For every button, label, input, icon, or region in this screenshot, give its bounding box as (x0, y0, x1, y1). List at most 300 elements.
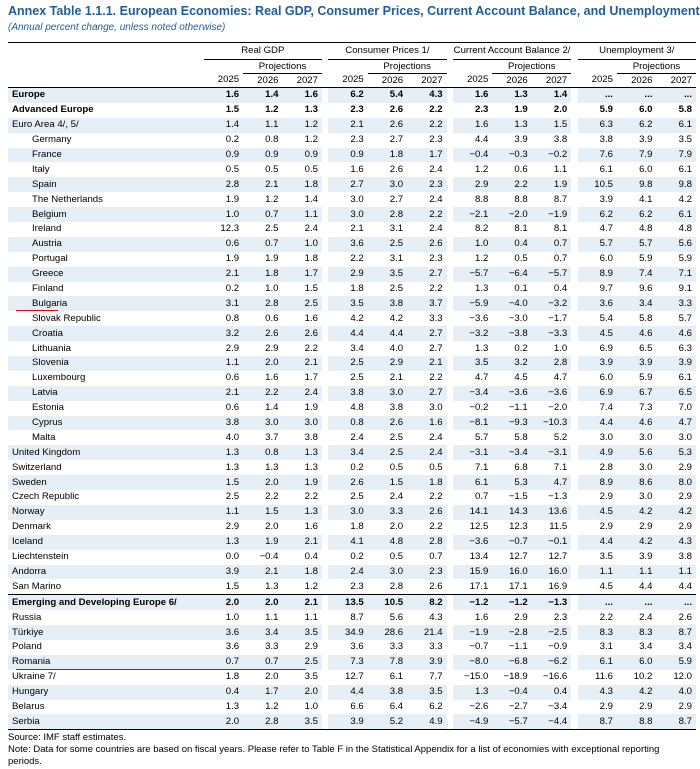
cell-value: −1.9 (532, 207, 571, 222)
cell-value: 12.7 (509, 551, 528, 563)
cell-value: −4.9 (453, 714, 492, 729)
row-label: Europe (8, 88, 204, 103)
cell-value: 2.2 (599, 611, 613, 623)
cell-value: 3.6 (225, 641, 240, 653)
cell-value: 0.6 (225, 402, 240, 414)
cell-value: 0.9 (204, 148, 243, 163)
cell-value: 3.4 (639, 641, 653, 653)
cell-value: 2.7 (407, 386, 446, 401)
cell-value: 2.4 (389, 491, 404, 503)
header-years (8, 74, 696, 88)
cell-value: 2.9 (225, 342, 240, 354)
row-label: Emerging and Developing Europe 6/ (8, 595, 204, 610)
cell-value: 3.8 (553, 134, 568, 146)
cell-value: 2.1 (389, 372, 404, 384)
cell-value: 0.2 (225, 134, 240, 146)
cell-value: 2.3 (553, 611, 568, 623)
cell-value: 1.3 (225, 461, 240, 473)
cell-value: −8.1 (453, 416, 492, 431)
table-row (8, 371, 696, 386)
cell-value: 1.8 (225, 671, 240, 683)
cell-value: 1.3 (492, 88, 531, 103)
cell-value: −6.4 (492, 267, 531, 282)
cell-value: −15.0 (464, 671, 489, 683)
cell-value: 2.0 (204, 595, 243, 610)
cell-value: 6.2 (617, 118, 656, 133)
cell-value: 12.3 (220, 223, 240, 235)
cell-value: 6.4 (389, 700, 404, 712)
table-row (8, 445, 696, 460)
cell-value: 6.2 (617, 207, 656, 222)
cell-value: 1.5 (204, 475, 243, 490)
table-row (8, 550, 696, 565)
cell-value: 2.9 (225, 521, 240, 533)
cell-value: 3.7 (265, 431, 279, 443)
cell-value: 1.9 (514, 104, 528, 116)
cell-value: 2.0 (553, 104, 568, 116)
cell-value: 3.6 (328, 237, 367, 252)
projections-label: Projections (243, 60, 322, 74)
cell-value: 5.8 (639, 312, 653, 324)
cell-value: 28.6 (368, 625, 407, 640)
table-row (8, 520, 696, 535)
cell-value: 1.1 (617, 565, 656, 580)
cell-value: 1.3 (474, 283, 489, 295)
cell-value: 4.8 (678, 223, 692, 235)
cell-value: 7.9 (617, 148, 656, 163)
cell-value: 12.7 (345, 671, 364, 683)
cell-value: 5.2 (368, 714, 407, 729)
cell-value: 2.3 (350, 104, 364, 116)
cell-value: 2.3 (429, 134, 443, 146)
cell-value: 8.2 (474, 223, 489, 235)
table-row (8, 103, 696, 118)
cell-value: 1.8 (350, 521, 364, 533)
cell-value: 4.3 (407, 88, 446, 103)
cell-value: −2.1 (453, 207, 492, 222)
cell-value: 2.5 (265, 223, 279, 235)
cell-value: 0.8 (265, 134, 279, 146)
cell-value: 2.9 (678, 461, 692, 473)
cell-value: 4.8 (639, 223, 653, 235)
cell-value: 3.9 (407, 655, 446, 670)
cell-value: 0.6 (265, 312, 279, 324)
cell-value: −1.3 (548, 491, 568, 503)
cell-value: 5.6 (389, 611, 404, 623)
cell-value: 13.4 (469, 551, 489, 563)
cell-value: −3.4 (492, 445, 531, 460)
cell-value: 14.1 (453, 505, 492, 520)
cell-value: 2.4 (328, 565, 367, 580)
cell-value: 5.8 (514, 431, 528, 443)
cell-value: 1.6 (407, 416, 446, 431)
table-row (8, 700, 696, 715)
cell-value: 1.9 (532, 177, 571, 192)
cell-value: 1.2 (265, 104, 279, 116)
cell-value: 8.7 (656, 714, 696, 729)
cell-value: −0.2 (532, 148, 571, 163)
data-table (8, 42, 696, 730)
cell-value: 4.8 (368, 535, 407, 550)
cell-value: 0.9 (243, 148, 282, 163)
row-label: Andorra (8, 565, 204, 580)
row-label: France (8, 148, 204, 163)
cell-value: 2.9 (328, 267, 367, 282)
year-label: 2026 (368, 74, 407, 88)
cell-value: 2.2 (407, 118, 446, 133)
cell-value: 5.4 (368, 88, 407, 103)
cell-value: 1.6 (304, 521, 318, 533)
cell-value: 1.8 (243, 267, 282, 282)
row-label: United Kingdom (8, 445, 204, 460)
cell-value: 2.4 (304, 223, 318, 235)
row-label: Slovak Republic (32, 312, 101, 324)
table-row (8, 356, 696, 371)
cell-value: 6.0 (599, 253, 613, 265)
cell-value: 4.8 (350, 402, 364, 414)
cell-value: 6.1 (678, 372, 692, 384)
cell-value: 1.0 (453, 237, 492, 252)
cell-value: −6.8 (492, 655, 531, 670)
year-label: 2025 (328, 74, 367, 88)
table-row (8, 237, 696, 252)
cell-value: 0.5 (265, 163, 279, 175)
cell-value: 2.2 (429, 283, 443, 295)
cell-value: 3.5 (678, 134, 692, 146)
cell-value: −5.7 (453, 267, 492, 282)
cell-value: 0.5 (389, 461, 404, 473)
cell-value: 1.9 (283, 475, 322, 490)
table-row (8, 192, 696, 207)
cell-value: 12.7 (548, 551, 568, 563)
row-label: Sweden (8, 475, 204, 490)
cell-value: 3.3 (429, 641, 443, 653)
cell-value: −1.2 (453, 595, 492, 610)
cell-value: 8.0 (656, 475, 696, 490)
cell-value: 2.8 (532, 356, 571, 371)
cell-value: 1.1 (656, 565, 696, 580)
cell-value: −2.0 (548, 402, 568, 414)
cell-value: 2.2 (265, 491, 279, 503)
cell-value: 8.3 (617, 625, 656, 640)
cell-value: 1.5 (225, 104, 240, 116)
row-label: Ireland (32, 223, 62, 235)
cell-value: 6.1 (656, 118, 696, 133)
cell-value: −0.1 (532, 535, 571, 550)
table-row (8, 565, 696, 580)
cell-value: 3.3 (656, 296, 696, 311)
cell-value: 2.2 (304, 342, 318, 354)
cell-value: 2.9 (639, 700, 653, 712)
cell-value: 2.8 (389, 580, 404, 592)
row-label: Belgium (8, 207, 204, 222)
cell-value: 1.1 (304, 611, 318, 623)
romania-underline-annotation (16, 669, 306, 670)
cell-value: 3.1 (204, 296, 243, 311)
cell-value: 4.4 (328, 326, 367, 341)
row-label: Hungary (8, 685, 204, 700)
table-row (8, 670, 696, 685)
cell-value: 2.9 (678, 491, 692, 503)
row-label: Russia (12, 611, 42, 623)
cell-value: 1.2 (265, 700, 279, 712)
table-row (8, 118, 696, 133)
cell-value: 1.3 (474, 342, 489, 354)
cell-value: 2.5 (283, 296, 322, 311)
cell-value: 6.8 (514, 461, 528, 473)
cell-value: −5.7 (492, 714, 531, 729)
cell-value: 2.1 (283, 356, 322, 371)
cell-value: 7.8 (368, 655, 407, 670)
table-subtitle: (Annual percent change, unless noted otherwise) (8, 22, 226, 33)
header-groups (8, 43, 696, 60)
year-label: 2027 (283, 74, 322, 88)
cell-value: −0.9 (548, 641, 568, 653)
cell-value: 3.0 (283, 416, 322, 431)
cell-value: 2.0 (389, 521, 404, 533)
cell-value: 3.3 (265, 641, 279, 653)
cell-value: ... (578, 88, 617, 103)
table-row (8, 207, 696, 222)
row-label: Türkiye (8, 625, 204, 640)
cell-value: −3.1 (532, 445, 571, 460)
cell-value: 2.6 (368, 118, 407, 133)
cell-value: 2.4 (429, 193, 443, 205)
cell-value: 1.1 (553, 163, 568, 175)
cell-value: 1.1 (578, 565, 617, 580)
cell-value: 4.5 (599, 580, 613, 592)
cell-value: 11.5 (549, 521, 568, 533)
table-row (8, 267, 696, 282)
table-header (8, 43, 696, 88)
row-label: Lithuania (32, 342, 71, 354)
cell-value: 12.3 (509, 521, 528, 533)
cell-value: 2.8 (243, 296, 282, 311)
cell-value: −1.5 (508, 491, 528, 503)
cell-value: 8.7 (553, 193, 568, 205)
cell-value: 0.4 (553, 283, 568, 295)
cell-value: −2.6 (469, 700, 489, 712)
table-row (8, 640, 696, 655)
cell-value: 2.8 (243, 714, 282, 729)
cell-value: −16.6 (542, 671, 568, 683)
cell-value: 3.3 (429, 312, 443, 324)
cell-value: 1.4 (304, 193, 318, 205)
cell-value: 5.9 (639, 372, 653, 384)
cell-value: 3.9 (639, 134, 653, 146)
cell-value: 1.1 (283, 207, 322, 222)
cell-value: 1.7 (407, 148, 446, 163)
cell-value: 12.0 (673, 671, 692, 683)
cell-value: 2.1 (328, 118, 367, 133)
cell-value: 2.5 (368, 237, 407, 252)
cell-value: 0.4 (492, 237, 531, 252)
cell-value: 8.9 (578, 475, 617, 490)
cell-value: 4.9 (578, 445, 617, 460)
row-label: Estonia (32, 402, 64, 414)
cell-value: 4.1 (328, 535, 367, 550)
cell-value: 0.2 (514, 342, 528, 354)
cell-value: −1.1 (508, 402, 528, 414)
table-row (8, 133, 696, 148)
cell-value: 3.5 (304, 671, 318, 683)
cell-value: 0.7 (243, 655, 282, 670)
cell-value: 2.6 (328, 475, 367, 490)
cell-value: −0.7 (492, 535, 531, 550)
cell-value: 2.1 (283, 595, 322, 610)
cell-value: −1.2 (492, 595, 531, 610)
cell-value: 15.9 (453, 565, 492, 580)
row-label: The Netherlands (32, 193, 103, 205)
cell-value: 34.9 (328, 625, 367, 640)
cell-value: ... (617, 88, 656, 103)
cell-value: 2.4 (350, 431, 364, 443)
header-group: Current Account Balance 2/ (453, 43, 571, 60)
cell-value: 3.6 (204, 625, 243, 640)
cell-value: 3.1 (389, 223, 404, 235)
cell-value: 16.0 (532, 565, 571, 580)
cell-value: 0.4 (532, 685, 571, 700)
table-row (8, 460, 696, 475)
cell-value: 1.5 (532, 118, 571, 133)
row-label: Bulgaria (8, 296, 204, 311)
cell-value: 4.5 (578, 505, 617, 520)
cell-value: 1.3 (304, 461, 318, 473)
cell-value: 6.1 (656, 207, 696, 222)
cell-value: 1.8 (283, 177, 322, 192)
row-label: Romania (8, 655, 204, 670)
cell-value: 6.1 (578, 655, 617, 670)
cell-value: 2.6 (429, 580, 443, 592)
cell-value: 2.2 (243, 386, 282, 401)
cell-value: 2.6 (283, 326, 322, 341)
cell-value: −2.7 (508, 700, 528, 712)
cell-value: −3.6 (453, 535, 492, 550)
row-label: Denmark (12, 521, 51, 533)
cell-value: 3.0 (328, 505, 367, 520)
cell-value: 1.9 (304, 402, 318, 414)
cell-value: −2.5 (532, 625, 571, 640)
row-label: Poland (12, 641, 42, 653)
cell-value: 2.4 (429, 223, 443, 235)
cell-value: 4.0 (225, 431, 240, 443)
cell-value: ... (617, 595, 656, 610)
cell-value: 4.0 (389, 342, 404, 354)
cell-value: −3.1 (453, 445, 492, 460)
cell-value: 1.2 (304, 134, 318, 146)
cell-value: 0.7 (532, 237, 571, 252)
cell-value: 2.4 (429, 163, 443, 175)
year-label: 2027 (532, 74, 571, 88)
cell-value: 4.4 (578, 416, 617, 431)
cell-value: 4.2 (656, 505, 696, 520)
cell-value: 2.3 (350, 580, 364, 592)
table-row (8, 296, 696, 311)
cell-value: 0.7 (243, 237, 282, 252)
cell-value: 2.1 (283, 535, 322, 550)
cell-value: 1.1 (265, 611, 279, 623)
cell-value: 1.1 (243, 118, 282, 133)
row-label: Finland (32, 283, 64, 295)
cell-value: 7.7 (429, 671, 443, 683)
cell-value: 6.3 (678, 342, 692, 354)
cell-value: 2.9 (599, 700, 613, 712)
cell-value: −0.4 (259, 551, 279, 563)
cell-value: 2.9 (678, 521, 692, 533)
cell-value: 5.9 (599, 104, 613, 116)
header-group: Consumer Prices 1/ (328, 43, 446, 60)
cell-value: 2.8 (368, 207, 407, 222)
cell-value: 3.4 (617, 296, 656, 311)
cell-value: 2.5 (350, 491, 364, 503)
cell-value: −1.7 (548, 312, 568, 324)
cell-value: 0.2 (350, 551, 364, 563)
cell-value: 1.6 (265, 372, 279, 384)
cell-value: 1.3 (204, 445, 243, 460)
year-label: 2025 (453, 74, 492, 88)
cell-value: 8.1 (553, 223, 568, 235)
cell-value: 2.0 (283, 685, 322, 700)
cell-value: 7.4 (599, 402, 613, 414)
cell-value: −0.4 (492, 685, 531, 700)
cell-value: 3.6 (578, 296, 617, 311)
cell-value: 1.2 (265, 193, 279, 205)
cell-value: 5.6 (617, 445, 656, 460)
cell-value: 2.3 (407, 565, 446, 580)
cell-value: 1.0 (265, 283, 279, 295)
row-label: Slovenia (8, 356, 204, 371)
table-row (8, 490, 696, 505)
cell-value: 1.4 (243, 88, 282, 103)
cell-value: 0.7 (243, 207, 282, 222)
cell-value: 1.0 (304, 700, 318, 712)
cell-value: 2.1 (243, 565, 282, 580)
cell-value: 1.2 (283, 118, 322, 133)
cell-value: 17.1 (509, 580, 528, 592)
cell-value: 1.3 (453, 685, 492, 700)
cell-value: 5.9 (656, 655, 696, 670)
cell-value: 2.1 (204, 386, 243, 401)
cell-value: 2.0 (204, 714, 243, 729)
cell-value: 1.8 (407, 475, 446, 490)
cell-value: 7.1 (474, 461, 489, 473)
cell-value: 3.0 (243, 416, 282, 431)
cell-value: 6.2 (328, 88, 367, 103)
cell-value: 3.8 (599, 134, 613, 146)
cell-value: 0.6 (514, 163, 528, 175)
row-label: Euro Area 4/, 5/ (8, 118, 204, 133)
cell-value: −0.2 (469, 402, 489, 414)
cell-value: 8.7 (578, 714, 617, 729)
cell-value: 6.0 (599, 372, 613, 384)
cell-value: 2.9 (453, 177, 492, 192)
cell-value: 9.8 (656, 177, 696, 192)
cell-value: −10.3 (532, 416, 571, 431)
cell-value: 2.6 (389, 163, 404, 175)
table-row (8, 714, 696, 729)
cell-value: 4.6 (617, 326, 656, 341)
cell-value: 1.6 (304, 312, 318, 324)
cell-value: 13.5 (328, 595, 367, 610)
cell-value: −1.9 (453, 625, 492, 640)
table-row (8, 475, 696, 490)
cell-value: 2.2 (429, 104, 443, 116)
cell-value: 2.3 (407, 177, 446, 192)
row-label: Iceland (8, 535, 204, 550)
cell-value: 5.7 (678, 312, 692, 324)
cell-value: 2.7 (328, 177, 367, 192)
cell-value: 4.5 (578, 326, 617, 341)
